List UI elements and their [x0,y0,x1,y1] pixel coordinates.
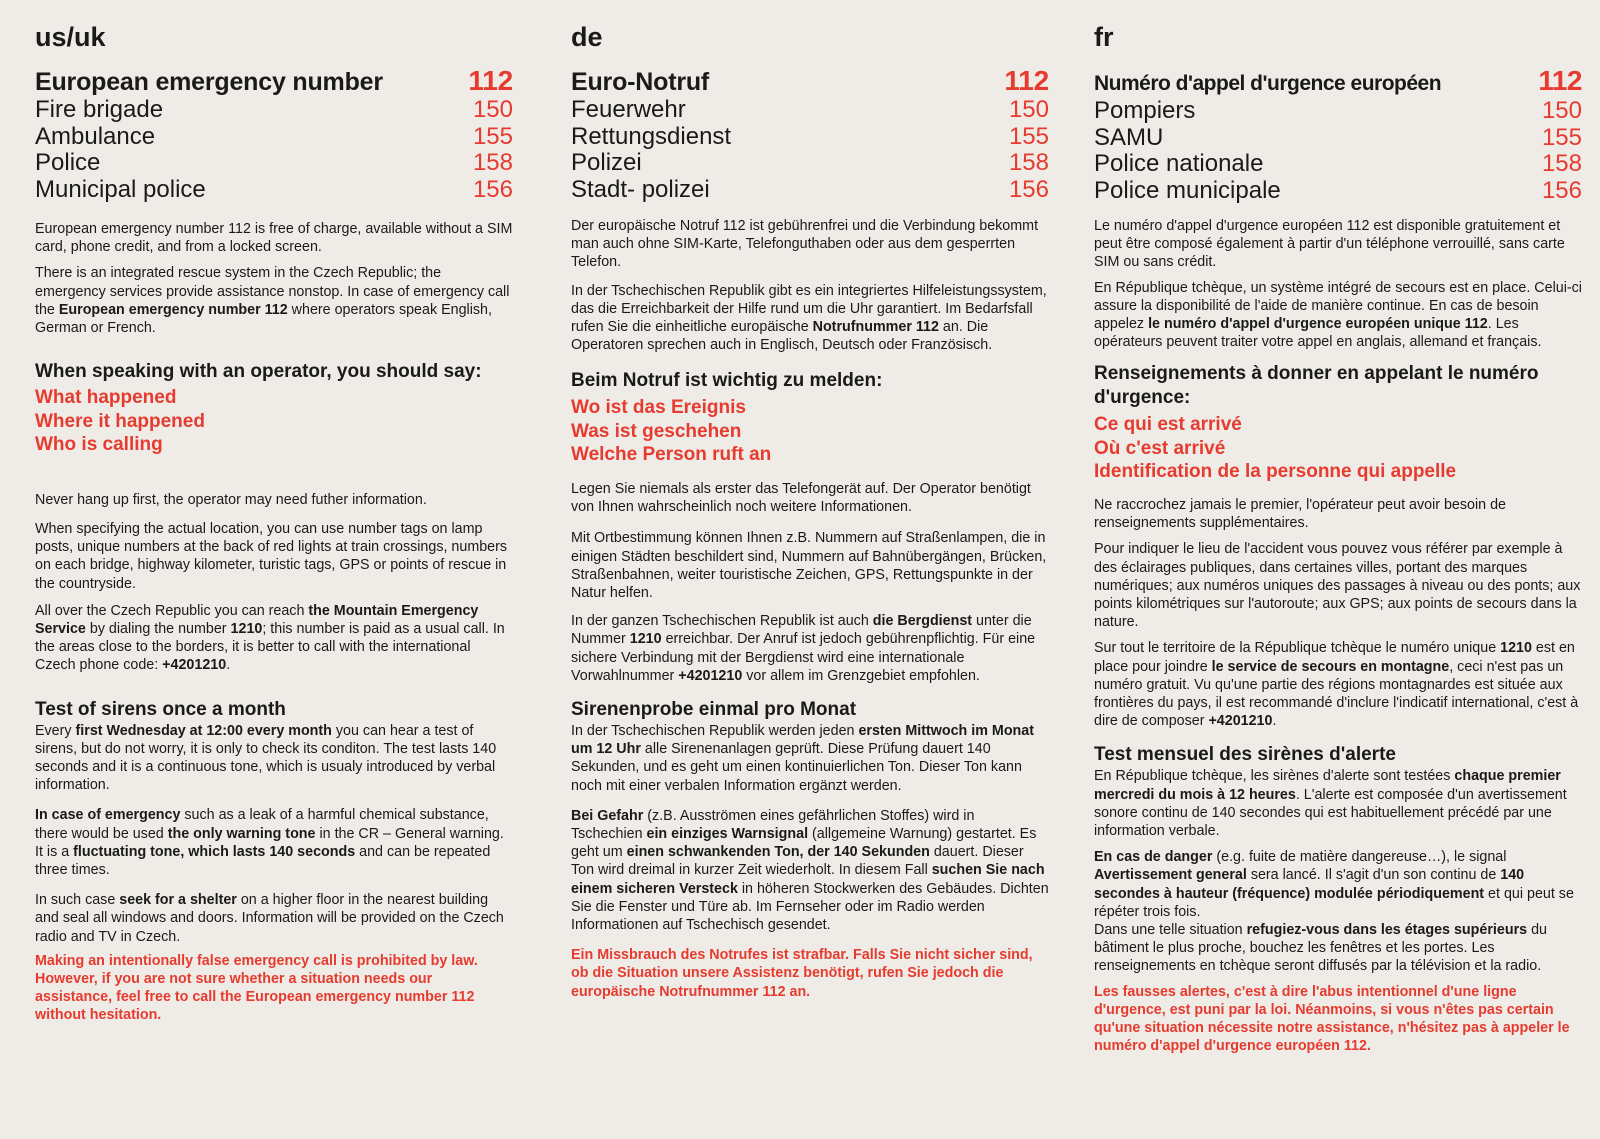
euro-number-label: European emergency number [35,68,383,96]
say-item: Où c'est arrivé [1094,437,1226,459]
say-item: Ce qui est arrivé [1094,414,1242,436]
operator-heading: Renseignements à donner en appelant le numéro d'urgence: [1094,363,1539,409]
say-item: Who is calling [35,434,163,456]
emergency-numbers-list [35,66,513,203]
municipal-police-number: 156 [1541,176,1582,204]
police-number: 158 [472,149,513,176]
police-label: Polizei [571,149,642,176]
fire-label: Pompiers [1094,97,1196,124]
euro-number-label: Numéro d'appel d'urgence européen [1094,72,1442,95]
ambulance-row [571,124,1049,151]
municipal-police-label: Stadt- polizei [571,175,710,203]
fire-number: 150 [1541,97,1582,124]
fire-label: Fire brigade [35,96,164,123]
municipal-police-number: 156 [1008,175,1049,203]
intro-paragraph: Der europäische Notruf 112 ist gebührenfrei und die Verbindung bekommt man auch ohne SIM-Karte, Telefonguthaben oder aus dem gesperrten Telefon. [571,218,1039,271]
say-item: Wo ist das Ereignis [571,397,746,419]
fire-row [35,97,513,124]
euro-number-row [1094,66,1582,98]
police-label: Police nationale [1094,150,1264,177]
mountain-service-paragraph: In der ganzen Tschechischen Republik ist auch die Bergdienst unter die Nummer 1210 erreichbar. Der Anruf ist jedoch gebührenpflichtig. Für eine sichere Verbindung mit der Bergdienst wird eine internationale Vorwahlnummer +4201210 vor allem im Grenzgebiet empfohlen. [571,613,1036,684]
police-number: 158 [1541,150,1582,177]
ambulance-label: Rettungsdienst [571,122,732,150]
location-paragraph: Mit Ortbestimmung können Ihnen z.B. Nummern auf Straßenlampen, die in einigen Städten beschildert sind, Nummern auf Bahnübergängen, Brücken, Straßenbahnen, weiter touristische Zeichen, GPS, Rettungspunkte in der Natur helfen. [571,530,1047,601]
language-heading: fr [1094,22,1114,52]
sirens-heading: Sirenenprobe einmal pro Monat [571,698,857,720]
municipal-police-row [1094,178,1582,205]
location-paragraph: Pour indiquer le lieu de l'accident vous pouvez vous référer par exemple à des éclairages publiques, dans certaines villes, portant des marques numériques; aux numéros uniques des passages à niveau ou des ponts; aux points kilométriques sur l'autoroute; aux GPS; aux points de secours dans la nature. [1094,541,1581,631]
say-item: Was ist geschehen [571,420,742,442]
fire-row [571,97,1049,124]
ambulance-number: 155 [472,122,513,150]
say-item: What happened [35,387,177,409]
emergency-tone-paragraph: In case of emergency such as a leak of a harmful chemical substance, there would be used the only warning tone in the CR – General warning. It is a fluctuating tone, which lasts 140 seconds and can be repeated three times. [35,807,504,878]
sirens-heading: Test mensuel des sirènes d'alerte [1094,744,1396,766]
ambulance-row [1094,125,1582,152]
police-row [1094,151,1582,178]
mountain-service-paragraph: Sur tout le territoire de la République tchèque le numéro unique 1210 est en place pour joindre le service de secours en montagne, ceci n'est pas un numéro gratuit. Vu qu'une partie des régions montagnardes est située aux frontières du pays, il est recommandé d'inclure l'indicatif international, c'est à dire de composer +4201210. [1094,640,1579,730]
municipal-police-label: Police municipale [1094,176,1281,204]
fire-row [1094,98,1582,125]
fire-label: Feuerwehr [571,96,686,123]
hang-up-paragraph: Never hang up first, the operator may need futher information. [35,491,427,508]
municipal-police-label: Municipal police [35,175,206,203]
say-list [35,386,513,457]
column-german [571,22,1049,1001]
rescue-system-paragraph: There is an integrated rescue system in the Czech Republic; the emergency services provide assistance nonstop. In case of emergency call the European emergency number 112 where operators speak English, German or French. [35,265,510,337]
false-call-warning: Making an intentionally false emergency call is prohibited by law. However, if you are not sure whether a situation needs our assistance, feel free to call the European emergency number 112 without hesitation. [35,952,478,1024]
rescue-system-paragraph: In der Tschechischen Republik gibt es ein integriertes Hilfeleistungssystem, das die Erreichbarkeit der Hilfe rund um die Uhr garantiert. Im Bedarfsfall rufen Sie die einheitliche europäische Notrufnummer 112 an. Die Operatoren sprechen auch in Englisch, Deutsch oder Französisch. [571,282,1047,354]
fire-number: 150 [1008,96,1049,123]
municipal-police-row [35,177,513,204]
euro-number-row [571,66,1049,97]
say-item: Where it happened [35,410,205,432]
euro-number: 112 [1004,65,1049,96]
language-heading: us/uk [35,22,106,52]
ambulance-label: Ambulance [35,122,156,150]
emergency-tone-paragraph: Bei Gefahr (z.B. Ausströmen eines gefährlichen Stoffes) wird in Tschechien ein einziges Warnsignal (allgemeine Warnung) gestartet. Es geht um einen schwankenden Ton, der 140 Sekunden dauert. Dieser Ton wird dreimal in kurzer Zeit wiederholt. In diesem Fall suchen Sie nach einem sicheren Versteck in höheren Stockwerken des Gebäudes. Dichten Sie die Fenster und Türe ab. Im Fernseher oder im Radio werden Informationen auf Tschechisch gesendet. [571,807,1049,933]
municipal-police-row [571,177,1049,204]
shelter-paragraph: In such case seek for a shelter on a higher floor in the nearest building and seal all windows and doors. Information will be provided on the Czech radio and TV in Czech. [35,892,504,945]
euro-number-row [35,66,513,97]
emergency-tone-paragraph: En cas de danger (e.g. fuite de matière dangereuse…), le signal Avertissement general sera lancé. Il s'agit d'un son continu de 140 secondes à hauteur (fréquence) modulée périodiquement et qui peut se répéter trois fois. [1094,849,1574,920]
column-french [1094,22,1582,1055]
location-paragraph: When specifying the actual location, you can use number tags on lamp posts, unique numbers at the back of red lights at train crossings, numbers on each bridge, highway kilometer, turistic tags, GPS or points of rescue in the countryside. [35,520,508,592]
euro-number: 112 [1538,65,1582,96]
sirens-paragraph: In der Tschechischen Republik werden jeden ersten Mittwoch im Monat um 12 Uhr alle Sirenenanlagen geprüft. Diese Prüfung dauert 140 Sekunden, und es geht um einen kontinuierlichen Ton. Dieser Ton kann noch mit einer verbalen Information ergänzt werden. [571,722,1034,794]
column-english [35,22,513,1025]
sirens-heading: Test of sirens once a month [35,698,286,720]
ambulance-label: SAMU [1094,123,1164,151]
say-item: Welche Person ruft an [571,444,772,466]
intro-paragraph: European emergency number 112 is free of charge, available without a SIM card, phone credit, and from a locked screen. [35,221,513,256]
euro-number-label: Euro-Notruf [571,68,710,96]
hang-up-paragraph: Legen Sie niemals als erster das Telefongerät auf. Der Operator benötigt von Ihnen wahrscheinlich noch weitere Informationen. [571,480,1031,516]
ambulance-number: 155 [1008,122,1049,150]
police-row [35,150,513,177]
ambulance-number: 155 [1541,123,1582,151]
police-row [571,150,1049,177]
rescue-system-paragraph: En République tchèque, un système intégré de secours est en place. Celui-ci assure la disponibilité de l'aide de manière continue. En cas de besoin appelez le numéro d'appel d'urgence européen unique 112. Les opérateurs peuvent traiter votre appel en anglais, allemand et français. [1094,279,1582,351]
shelter-paragraph: Dans une telle situation refugiez-vous dans les étages supérieurs du bâtiment le plus proche, bouchez les fenêtres et les portes. Les renseignements en tchèque seront diffusés par la télévision et la radio. [1094,921,1547,975]
euro-number: 112 [468,65,513,96]
say-list [571,396,1049,467]
operator-heading: Beim Notruf ist wichtig zu melden: [571,370,883,392]
say-list [1094,413,1582,484]
mountain-service-paragraph: All over the Czech Republic you can reach the Mountain Emergency Service by dialing the number 1210; this number is paid as a usual call. In the areas close to the borders, it is better to call with the international Czech phone code: +4201210. [35,602,505,674]
operator-heading: When speaking with an operator, you should say: [35,361,482,383]
emergency-numbers-list [1094,66,1582,204]
sirens-paragraph: En République tchèque, les sirènes d'alerte sont testées chaque premier mercredi du mois à 12 heures. L'alerte est composée d'un avertissement sonore continu de 140 secondes qui est habituellement précédé par une information verbale. [1094,768,1567,839]
fire-number: 150 [472,96,513,123]
false-call-warning: Les fausses alertes, c'est à dire l'abus intentionnel d'une ligne d'urgence, est puni par la loi. Néanmoins, si vous n'êtes pas certain qu'une situation nécessite notre assistance, n'hésitez pas à appeler le numéro d'appel d'urgence européen 112. [1094,983,1570,1055]
sirens-paragraph: Every first Wednesday at 12:00 every month you can hear a test of sirens, but do not worry, it is only to check its conditon. The test lasts 140 seconds and it is a continuous tone, which is usualy introduced by verbal information. [35,722,497,794]
intro-paragraph: Le numéro d'appel d'urgence européen 112 est disponible gratuitement et peut être composé également à partir d'un téléphone verrouillé, sans carte SIM ou sans crédit. [1094,218,1565,271]
say-item: Identification de la personne qui appelle [1094,461,1457,483]
ambulance-row [35,124,513,151]
hang-up-paragraph: Ne raccrochez jamais le premier, l'opérateur peut avoir besoin de renseignements supplémentaires. [1094,496,1506,532]
municipal-police-number: 156 [472,175,513,203]
police-number: 158 [1008,149,1049,176]
police-label: Police [35,149,101,176]
false-call-warning: Ein Missbrauch des Notrufes ist strafbar. Falls Sie nicht sicher sind, ob die Situation unsere Assistenz benötigt, rufen Sie jedoch die europäische Notrufnummer 112 an. [571,947,1033,1000]
emergency-numbers-list [571,66,1049,203]
language-heading: de [571,22,603,52]
